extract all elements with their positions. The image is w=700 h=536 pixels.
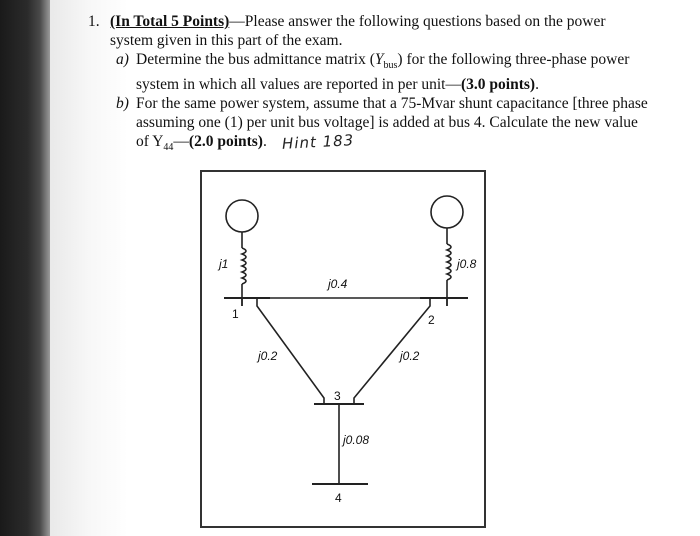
- part-a-text-2: ) for the following three-phase power: [397, 51, 630, 68]
- part-a-period: .: [535, 76, 539, 94]
- gen-2-impedance-label: j0.8: [457, 257, 477, 271]
- handwritten-hint: Hint 183: [281, 131, 355, 153]
- part-b-line-3: [88, 132, 648, 157]
- part-a-label: a): [116, 51, 129, 68]
- question-points-title: (In Total 5 Points): [110, 13, 230, 30]
- generator-1-symbol: [226, 200, 258, 232]
- line-13-impedance-label: j0.2: [258, 349, 278, 363]
- part-a-text-1: Determine the bus admittance matrix (: [136, 51, 375, 68]
- generator-2-symbol: [431, 196, 463, 228]
- power-system-diagram: [200, 170, 486, 528]
- part-a-points: (3.0 points): [460, 76, 536, 94]
- generator-1-reactance-coil: [242, 248, 246, 284]
- photo-frame-edge: [0, 0, 50, 536]
- part-b-period: .: [262, 133, 267, 151]
- part-b-label: b): [116, 95, 129, 113]
- part-b-points: (2.0 points): [188, 133, 263, 151]
- part-b-text-3: of Y: [136, 133, 164, 151]
- question-title-line: [88, 12, 648, 31]
- one-line-diagram-svg: [202, 172, 488, 530]
- generator-2-reactance-coil: [447, 244, 451, 280]
- part-a-text-3: system in which all values are reported in per unit—: [136, 76, 461, 94]
- question-line-2: system given in this part of the exam.: [110, 32, 343, 49]
- bus-4-label: 4: [335, 491, 342, 505]
- bus-1-label: 1: [232, 307, 239, 321]
- part-b-text-1: For the same power system, assume that a 75-Mvar shunt capacitance [three phase: [136, 95, 648, 113]
- question-number: 1.: [88, 13, 100, 30]
- question-block: [88, 12, 648, 157]
- bus-2-label: 2: [428, 313, 435, 327]
- y44-subscript: 44: [163, 142, 174, 154]
- part-b-line-1: [88, 94, 648, 113]
- line-12-impedance-label: j0.4: [328, 277, 348, 291]
- bus-3-label: 3: [334, 389, 341, 403]
- part-b-line-2: assuming one (1) per unit bus voltage] is added at bus 4. Calculate the new value: [136, 114, 638, 132]
- gen-1-impedance-label: j1: [219, 257, 229, 271]
- line-34-impedance-label: j0.08: [343, 433, 370, 447]
- ybus-symbol: Y: [374, 51, 384, 68]
- part-a-line-1: [88, 50, 648, 75]
- part-a-line-2: [88, 75, 648, 94]
- ybus-subscript: bus: [383, 60, 398, 72]
- part-b-dash: —: [173, 133, 189, 151]
- line-23-impedance-label: j0.2: [400, 349, 420, 363]
- question-title-rest: —Please answer the following questions based on the power: [229, 13, 606, 30]
